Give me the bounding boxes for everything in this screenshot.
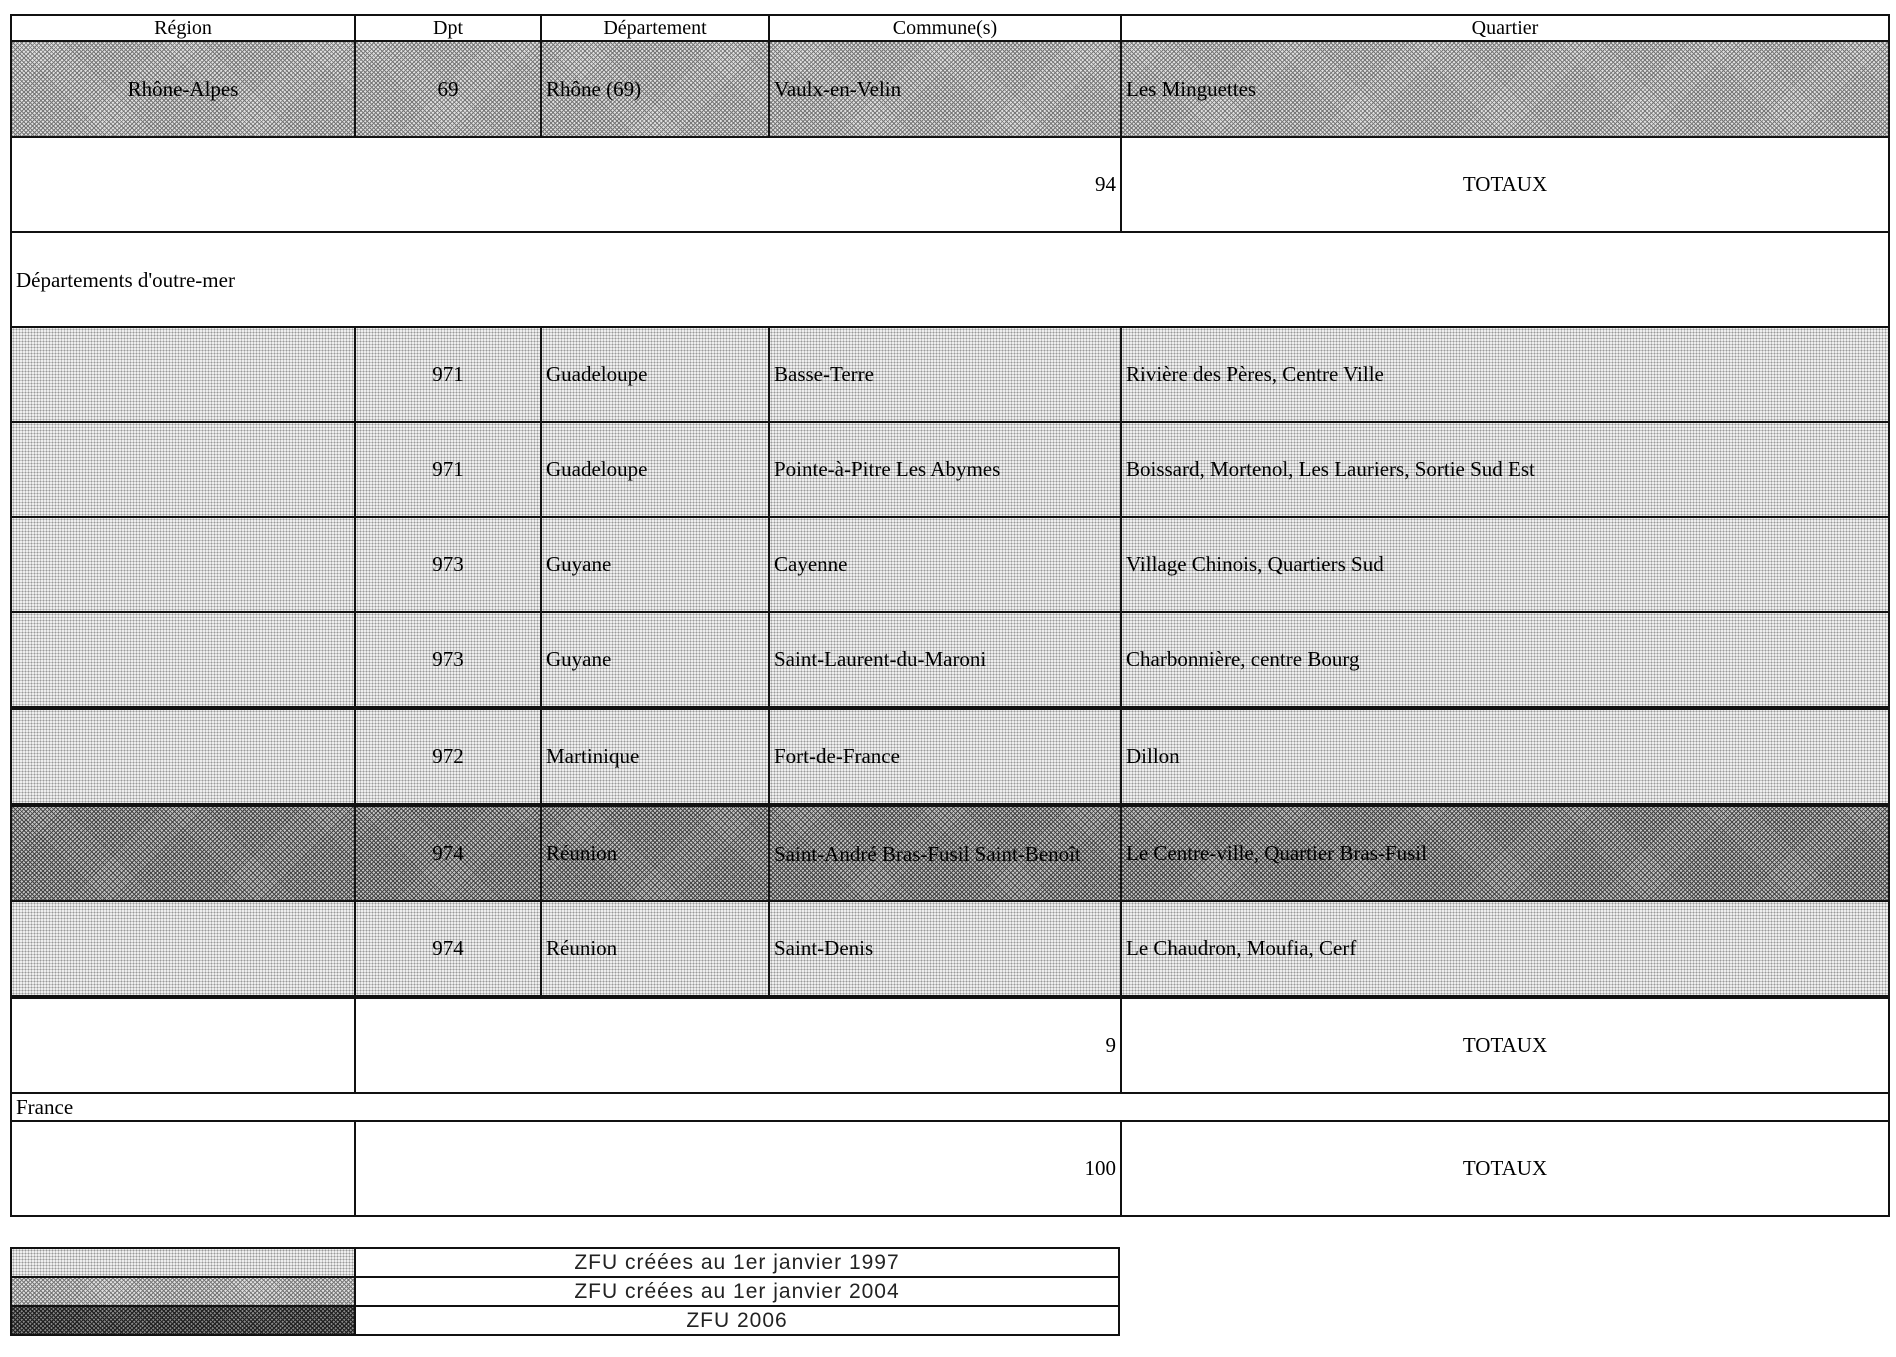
cell-commune: Saint-Denis: [769, 901, 1121, 997]
metropole-total-count: 94: [11, 137, 1121, 232]
cell-region: [11, 805, 355, 901]
cell-region: [11, 612, 355, 708]
cell-commune: Pointe-à-Pitre Les Abymes: [769, 422, 1121, 517]
legend-label-2004: ZFU créées au 1er janvier 2004: [355, 1277, 1119, 1306]
header-departement: Département: [541, 15, 769, 41]
table-row: [11, 612, 1889, 708]
cell-departement: Rhône (69): [541, 41, 769, 137]
cell-dpt: 971: [355, 422, 541, 517]
dom-total-count: 9: [355, 997, 1121, 1093]
france-total-row: [11, 1121, 1889, 1216]
cell-departement: Guadeloupe: [541, 327, 769, 422]
cell-commune: Fort-de-France: [769, 708, 1121, 805]
cell-quartier: Les Minguettes: [1121, 41, 1889, 137]
cell-dpt: 974: [355, 805, 541, 901]
cell-dpt: 971: [355, 327, 541, 422]
dom-section-title-text: Départements d'outre-mer: [16, 267, 235, 292]
cell-region: Rhône-Alpes: [11, 41, 355, 137]
legend-swatch-2006: [11, 1306, 355, 1335]
france-total-count: 100: [355, 1121, 1121, 1216]
cell-dpt: 972: [355, 708, 541, 805]
table-row: [11, 901, 1889, 997]
cell-quartier: Boissard, Mortenol, Les Lauriers, Sortie Sud Est: [1121, 422, 1889, 517]
cell-commune: Saint-Laurent-du-Maroni: [769, 612, 1121, 708]
legend-item: [11, 1306, 1119, 1335]
cell-quartier: Charbonnière, centre Bourg: [1121, 612, 1889, 708]
cell-dpt: 974: [355, 901, 541, 997]
cell-commune: Basse-Terre: [769, 327, 1121, 422]
cell-commune: Saint-André Bras-Fusil Saint-Benoît: [769, 805, 1121, 901]
cell-region: [11, 517, 355, 612]
cell-dpt: 973: [355, 612, 541, 708]
header-communes: Commune(s): [769, 15, 1121, 41]
cell-departement: Guadeloupe: [541, 422, 769, 517]
header-region: Région: [11, 15, 355, 41]
cell-departement: Réunion: [541, 805, 769, 901]
metropole-total-label: TOTAUX: [1121, 137, 1889, 232]
zfu-table: [10, 14, 1890, 1217]
legend-label-2006: ZFU 2006: [355, 1306, 1119, 1335]
dom-total-empty: [11, 997, 355, 1093]
cell-region: [11, 708, 355, 805]
table-row: [11, 327, 1889, 422]
france-section-title: France: [11, 1093, 1889, 1121]
cell-quartier: Le Chaudron, Moufia, Cerf: [1121, 901, 1889, 997]
legend: [10, 1247, 1120, 1336]
cell-departement: Guyane: [541, 612, 769, 708]
table-row: [11, 708, 1889, 805]
header-quartier: Quartier: [1121, 15, 1889, 41]
cell-quartier: Village Chinois, Quartiers Sud: [1121, 517, 1889, 612]
table-row: [11, 805, 1889, 901]
legend-item: [11, 1248, 1119, 1277]
legend-label-1997: ZFU créées au 1er janvier 1997: [355, 1248, 1119, 1277]
table-row: [11, 517, 1889, 612]
cell-region: [11, 422, 355, 517]
legend-swatch-2004: [11, 1277, 355, 1306]
table-row: [11, 422, 1889, 517]
cell-quartier: Rivière des Pères, Centre Ville: [1121, 327, 1889, 422]
cell-departement: Martinique: [541, 708, 769, 805]
cell-dpt: 973: [355, 517, 541, 612]
cell-departement: Guyane: [541, 517, 769, 612]
header-dpt: Dpt: [355, 15, 541, 41]
dom-section-row: [11, 232, 1889, 327]
france-total-label: TOTAUX: [1121, 1121, 1889, 1216]
legend-swatch-1997: [11, 1248, 355, 1277]
header-row: [11, 15, 1889, 41]
legend-item: [11, 1277, 1119, 1306]
cell-region: [11, 901, 355, 997]
france-total-empty: [11, 1121, 355, 1216]
dom-section-title: [11, 232, 1889, 327]
cell-region: [11, 327, 355, 422]
cell-commune: Vaulx-en-Velin: [769, 41, 1121, 137]
dom-total-label: TOTAUX: [1121, 997, 1889, 1093]
cell-dpt: 69: [355, 41, 541, 137]
cell-departement: Réunion: [541, 901, 769, 997]
metropole-total-row: [11, 137, 1889, 232]
cell-commune: Cayenne: [769, 517, 1121, 612]
france-section-row: [11, 1093, 1889, 1121]
table-row: [11, 41, 1889, 137]
dom-total-row: [11, 997, 1889, 1093]
cell-quartier: Dillon: [1121, 708, 1889, 805]
cell-quartier: Le Centre-ville, Quartier Bras-Fusil: [1121, 805, 1889, 901]
